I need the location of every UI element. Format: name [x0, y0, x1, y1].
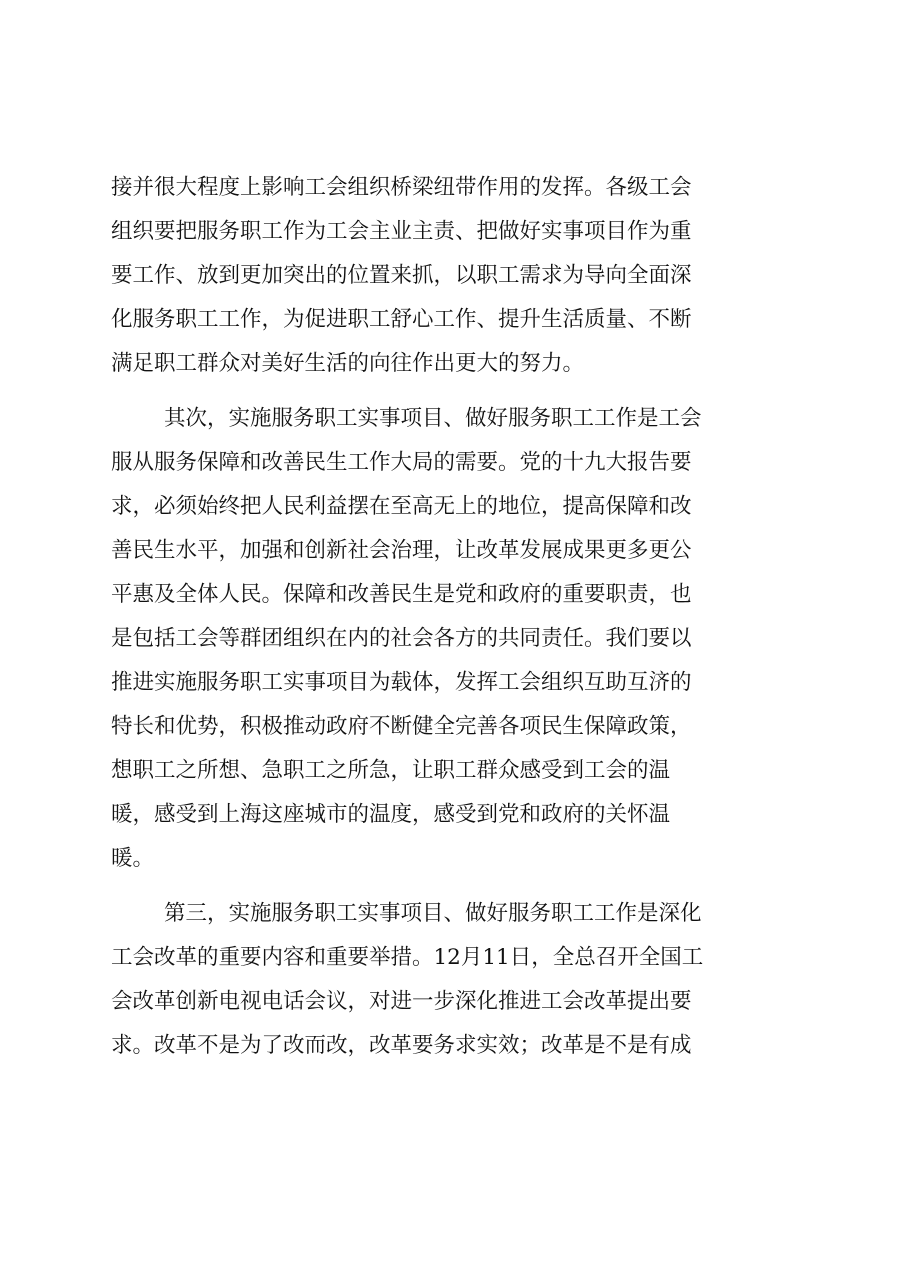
text-line: 求。改革不是为了改而改，改革要务求实效；改革是不是有成 — [111, 1033, 692, 1058]
text-line: 满足职工群众对美好生活的向往作出更大的努力。 — [111, 351, 585, 376]
text-line: 是包括工会等群团组织在内的社会各方的共同责任。我们要以 — [111, 626, 692, 651]
text-line: 接并很大程度上影响工会组织桥梁纽带作用的发挥。各级工会 — [111, 175, 692, 200]
text-line: 推进实施服务职工实事项目为载体，发挥工会组织互助互济的 — [111, 670, 692, 695]
text-line: 要工作、放到更加突出的位置来抓，以职工需求为导向全面深 — [111, 263, 692, 288]
text-line: 工会改革的重要内容和重要举措。12月11日，全总召开全国工 — [111, 945, 704, 970]
text-line: 组织要把服务职工作为工会主业主责、把做好实事项目作为重 — [111, 219, 692, 244]
text-line: 善民生水平，加强和创新社会治理，让改革发展成果更多更公 — [111, 538, 692, 563]
text-line: 会改革创新电视电话会议，对进一步深化推进工会改革提出要 — [111, 989, 692, 1014]
text-line: 特长和优势，积极推动政府不断健全完善各项民生保障政策， — [111, 714, 692, 739]
text-line: 服从服务保障和改善民生工作大局的需要。党的十九大报告要 — [111, 450, 692, 475]
text-line: 第三，实施服务职工实事项目、做好服务职工工作是深化 — [164, 901, 702, 926]
text-line: 暖，感受到上海这座城市的温度，感受到党和政府的关怀温 — [111, 802, 671, 827]
text-line: 想职工之所想、急职工之所急，让职工群众感受到工会的温 — [111, 758, 671, 783]
text-line: 化服务职工工作，为促进职工舒心工作、提升生活质量、不断 — [111, 307, 692, 332]
text-line: 其次，实施服务职工实事项目、做好服务职工工作是工会 — [164, 406, 702, 431]
text-line: 暖。 — [111, 846, 155, 871]
text-line: 求，必须始终把人民利益摆在至高无上的地位，提高保障和改 — [111, 494, 692, 519]
text-line: 平惠及全体人民。保障和改善民生是党和政府的重要职责，也 — [111, 582, 692, 607]
